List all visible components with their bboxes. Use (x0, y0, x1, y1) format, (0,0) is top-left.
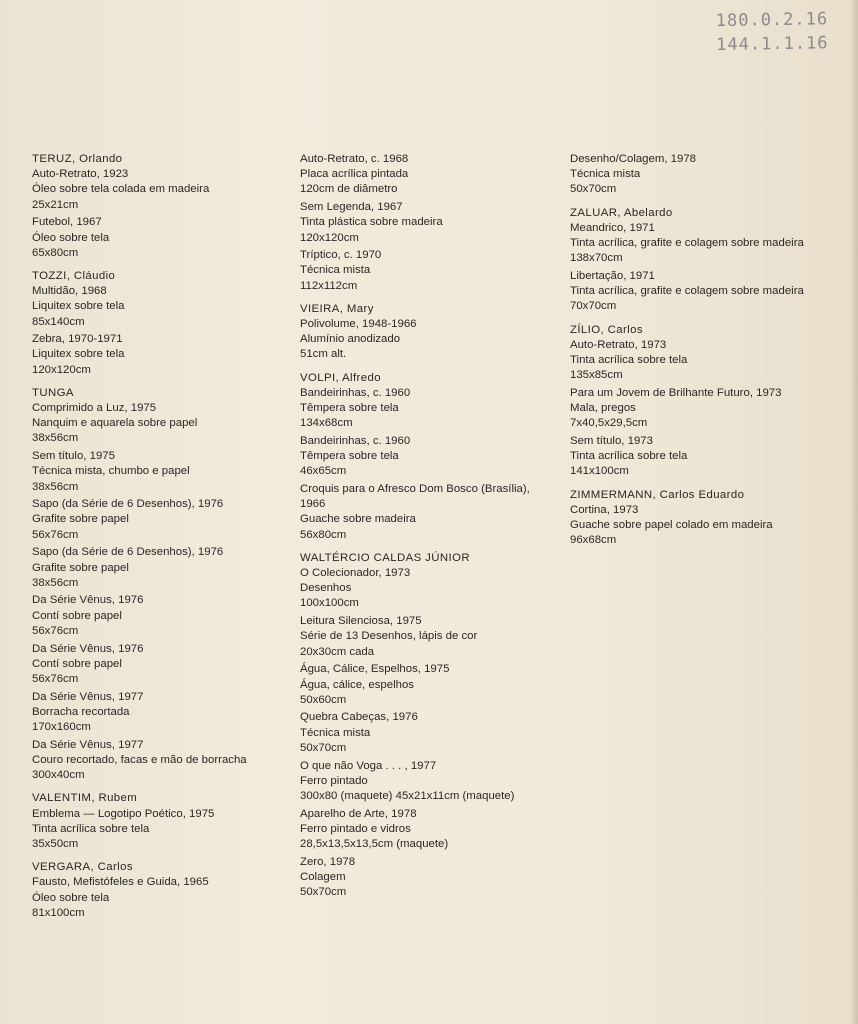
artwork-entry (300, 566, 555, 612)
artwork-entry (570, 221, 850, 267)
column-3 (570, 152, 850, 556)
artwork-title: Leitura Silenciosa, 1975 (300, 615, 422, 628)
artwork-entry (570, 269, 850, 315)
artist-name: ZIMMERMANN, Carlos Eduardo (570, 488, 745, 501)
artwork-title: Polivolume, 1948-1966 (300, 318, 417, 331)
artwork-entry (32, 738, 282, 784)
artwork-entry (32, 545, 282, 591)
artwork-dimensions: 96x68cm (570, 534, 617, 547)
artwork-title: Sem título, 1973 (570, 434, 653, 447)
artwork-medium: Têmpera sobre tela (300, 402, 399, 415)
artwork-medium: Técnica mista (570, 168, 641, 181)
artist-name: TERUZ, Orlando (32, 153, 123, 165)
artwork-title: Bandeirinhas, c. 1960 (300, 434, 411, 447)
artwork-dimensions: 141x100cm (570, 465, 629, 478)
artwork-entry (300, 614, 555, 660)
artwork-entry (570, 503, 850, 549)
artist-group (32, 269, 282, 378)
artwork-medium: Série de 13 Desenhos, lápis de cor (300, 630, 478, 643)
artwork-dimensions: 56x80cm (300, 528, 347, 541)
artwork-title: Aparelho de Arte, 1978 (300, 807, 417, 820)
artwork-medium: Guache sobre madeira (300, 513, 416, 526)
artwork-medium: Nanquim e aquarela sobre papel (32, 417, 198, 430)
artwork-entry (570, 152, 850, 198)
artwork-dimensions: 50x70cm (300, 741, 347, 754)
artwork-dimensions: 135x85cm (570, 369, 623, 382)
artwork-title: Auto-Retrato, 1973 (570, 338, 667, 351)
artwork-title: Comprimido a Luz, 1975 (32, 402, 157, 415)
artwork-dimensions: 134x68cm (300, 417, 353, 430)
artist-group (300, 551, 555, 900)
artwork-medium: Couro recortado, facas e mão de borracha (32, 754, 247, 767)
artwork-entry (32, 401, 282, 447)
artwork-title: Sapo (da Série de 6 Desenhos), 1976 (32, 546, 224, 559)
artwork-entry (32, 593, 282, 639)
artist-name: VOLPI, Alfredo (300, 371, 381, 384)
artwork-title: Auto-Retrato, c. 1968 (300, 153, 409, 165)
artwork-title: Desenho/Colagem, 1978 (570, 153, 697, 165)
artwork-medium: Borracha recortada (32, 705, 130, 718)
artist-name: WALTÉRCIO CALDAS JÚNIOR (300, 551, 470, 564)
artwork-dimensions: 7x40,5x29,5cm (570, 417, 648, 430)
artwork-medium: Liquitex sobre tela (32, 348, 125, 361)
artist-name: VALENTIM, Rubem (32, 792, 138, 805)
artwork-entry (32, 642, 282, 688)
artwork-medium: Água, cálice, espelhos (300, 678, 414, 691)
artist-group (570, 488, 850, 549)
artwork-entry (300, 759, 555, 805)
artwork-dimensions: 51cm alt. (300, 348, 347, 361)
artwork-dimensions: 35x50cm (32, 838, 79, 851)
artwork-title: Zero, 1978 (300, 855, 356, 868)
artwork-title: Zebra, 1970-1971 (32, 333, 123, 346)
artwork-medium: Grafite sobre papel (32, 561, 129, 574)
artwork-entry (32, 167, 282, 213)
artwork-dimensions: 25x21cm (32, 198, 79, 211)
artwork-entry (570, 434, 850, 480)
artwork-dimensions: 120x120cm (32, 363, 91, 376)
artwork-entry (300, 248, 555, 294)
artwork-title: Sem título, 1975 (32, 450, 115, 463)
artist-group (300, 152, 555, 294)
artist-group (570, 323, 850, 480)
artwork-dimensions: 81x100cm (32, 906, 85, 919)
artwork-medium: 1966 (300, 498, 326, 511)
artwork-title: Futebol, 1967 (32, 216, 102, 229)
artist-name: VIEIRA, Mary (300, 302, 374, 315)
artwork-dimensions: 38x56cm (32, 480, 79, 493)
artwork-dimensions: 50x70cm (570, 183, 617, 196)
artwork-dimensions: 300x80 (maquete) 45x21x11cm (maquete) (300, 789, 515, 802)
artwork-medium: Placa acrílica pintada (300, 168, 409, 181)
artist-group (32, 860, 282, 921)
catalog-number-2: 144.1.1.16 (716, 33, 829, 56)
column-2 (300, 152, 555, 908)
artwork-title: Tríptico, c. 1970 (300, 249, 382, 262)
artwork-dimensions: 46x65cm (300, 465, 347, 478)
artwork-medium: Tinta acrílica, grafite e colagem sobre madeira (570, 285, 804, 298)
artwork-dimensions: 50x60cm (300, 693, 347, 706)
artwork-medium: Ferro pintado (300, 774, 368, 787)
artwork-dimensions: 38x56cm (32, 432, 79, 445)
artwork-entry (32, 497, 282, 543)
artwork-entry (32, 332, 282, 378)
artwork-medium: Guache sobre papel colado em madeira (570, 518, 773, 531)
artwork-medium: Óleo sobre tela colada em madeira (32, 183, 210, 196)
artwork-entry (32, 807, 282, 853)
artwork-title: Libertação, 1971 (570, 269, 655, 282)
artwork-medium: Grafite sobre papel (32, 513, 129, 526)
artwork-dimensions: 300x40cm (32, 769, 85, 782)
artwork-medium: Técnica mista, chumbo e papel (32, 465, 190, 478)
artwork-title: Meandrico, 1971 (570, 221, 655, 234)
artwork-medium: Óleo sobre tela (32, 231, 110, 244)
artwork-dimensions: 50x70cm (300, 886, 347, 899)
artwork-medium: Mala, pregos (570, 402, 636, 415)
artist-name: VERGARA, Carlos (32, 861, 133, 874)
artwork-dimensions: 20x30cm cada (300, 645, 375, 658)
artwork-dimensions: 56x76cm (32, 673, 79, 685)
artwork-title: O que não Voga . . . , 1977 (300, 759, 437, 772)
artist-name: ZÍLIO, Carlos (570, 323, 643, 336)
artist-group (570, 206, 850, 315)
artwork-title: Quebra Cabeças, 1976 (300, 711, 418, 724)
handwritten-catalog-numbers (716, 7, 847, 57)
artwork-title: Da Série Vênus, 1976 (32, 642, 144, 655)
page-edge-shadow (850, 0, 858, 1024)
artwork-title: Da Série Vênus, 1977 (32, 690, 144, 703)
artwork-entry (570, 338, 850, 384)
artwork-dimensions: 120cm de diâmetro (300, 183, 398, 196)
artwork-title: Água, Cálice, Espelhos, 1975 (300, 663, 450, 676)
artwork-title: Emblema — Logotipo Poético, 1975 (32, 807, 215, 820)
artwork-title: Croquis para o Afresco Dom Bosco (Brasília), (300, 483, 530, 496)
artwork-medium: Tinta plástica sobre madeira (300, 216, 443, 229)
artwork-medium: Alumínio anodizado (300, 333, 401, 346)
artwork-entry (570, 386, 850, 432)
artwork-title: O Colecionador, 1973 (300, 567, 411, 580)
artist-name: TUNGA (32, 386, 74, 399)
artwork-entry (300, 710, 555, 756)
artwork-dimensions: 56x76cm (32, 528, 79, 541)
artist-group (570, 152, 850, 198)
artwork-title: Sem Legenda, 1967 (300, 201, 403, 214)
artwork-dimensions: 112x112cm (300, 279, 358, 292)
artwork-medium: Tinta acrílica sobre tela (570, 353, 688, 366)
artwork-medium: Óleo sobre tela (32, 891, 110, 904)
artwork-title: Para um Jovem de Brilhante Futuro, 1973 (570, 386, 782, 399)
artwork-medium: Tinta acrílica sobre tela (570, 450, 688, 463)
artist-name: ZALUAR, Abelardo (570, 206, 673, 219)
artwork-title: Da Série Vênus, 1977 (32, 738, 144, 751)
artwork-dimensions: 85x140cm (32, 315, 85, 328)
artwork-title: Fausto, Mefistófeles e Guida, 1965 (32, 876, 209, 889)
artwork-entry (300, 434, 555, 480)
artwork-entry (32, 284, 282, 330)
artwork-dimensions: 38x56cm (32, 576, 79, 589)
artwork-medium: Técnica mista (300, 726, 371, 739)
artwork-medium: Têmpera sobre tela (300, 450, 399, 463)
artwork-entry (300, 200, 555, 246)
artwork-entry (300, 807, 555, 853)
artwork-medium: Tinta acrílica sobre tela (32, 822, 150, 835)
artwork-entry (300, 386, 555, 432)
artwork-entry (32, 449, 282, 495)
catalog-number-1: 180.0.2.16 (715, 9, 829, 32)
artwork-medium: Contí sobre papel (32, 657, 122, 670)
artwork-title: Multidão, 1968 (32, 285, 107, 298)
artwork-medium: Liquitex sobre tela (32, 300, 125, 313)
artwork-title: Bandeirinhas, c. 1960 (300, 386, 411, 399)
artwork-title: Da Série Vênus, 1976 (32, 594, 144, 607)
artist-group (32, 152, 282, 261)
artwork-entry (300, 482, 555, 543)
artwork-dimensions: 28,5x13,5x13,5cm (maquete) (300, 838, 449, 851)
artwork-title: Sapo (da Série de 6 Desenhos), 1976 (32, 498, 224, 511)
artwork-title: Cortina, 1973 (570, 503, 639, 516)
artwork-title: Auto-Retrato, 1923 (32, 168, 129, 181)
artwork-medium: Técnica mista (300, 264, 371, 277)
artwork-dimensions: 138x70cm (570, 252, 623, 265)
artwork-medium: Ferro pintado e vidros (300, 822, 411, 835)
artist-group (32, 791, 282, 852)
artwork-dimensions: 56x76cm (32, 624, 79, 637)
artwork-dimensions: 120x120cm (300, 231, 359, 244)
artwork-entry (300, 152, 555, 198)
artwork-dimensions: 65x80cm (32, 246, 79, 259)
column-1 (32, 152, 282, 929)
artwork-medium: Colagem (300, 870, 346, 883)
artist-group (300, 371, 555, 543)
artwork-entry (300, 662, 555, 708)
artwork-medium: Tinta acrílica, grafite e colagem sobre madeira (570, 237, 804, 250)
artist-group (300, 302, 555, 363)
artwork-entry (32, 875, 282, 921)
artwork-dimensions: 100x100cm (300, 597, 359, 610)
artwork-dimensions: 70x70cm (570, 300, 617, 313)
artwork-entry (300, 317, 555, 363)
artist-group (32, 386, 282, 784)
artwork-entry (300, 855, 555, 901)
artwork-medium: Contí sobre papel (32, 609, 122, 622)
artwork-medium: Desenhos (300, 582, 352, 595)
artwork-entry (32, 215, 282, 261)
artwork-entry (32, 690, 282, 736)
artwork-dimensions: 170x160cm (32, 721, 91, 734)
artist-name: TOZZI, Cláudio (32, 269, 116, 282)
